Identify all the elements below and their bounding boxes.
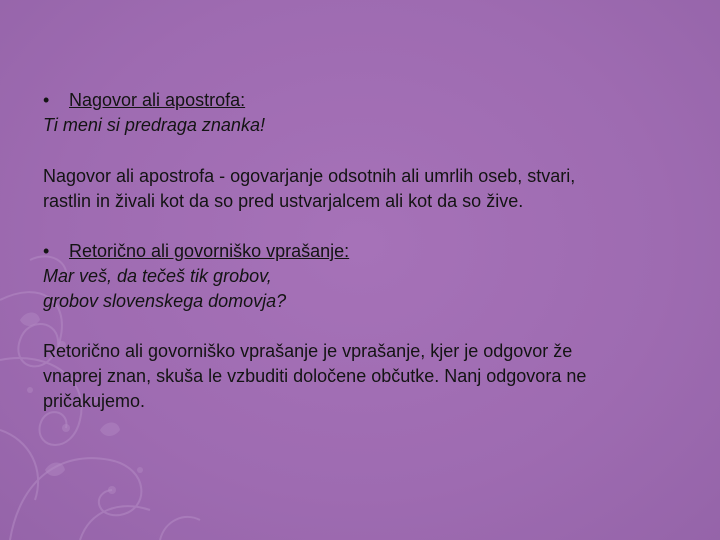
example-line: Ti meni si predraga znanka! bbox=[43, 115, 265, 135]
example-line: grobov slovenskega domovja? bbox=[43, 291, 287, 311]
definition-line: Retorično ali govorniško vprašanje je vprašanje, kjer je odgovor že bbox=[43, 341, 573, 361]
definition-line: vnaprej znan, skuša le vzbuditi določene občutke. Nanj odgovora ne bbox=[43, 366, 587, 386]
section-heading-line bbox=[43, 88, 683, 113]
section-heading: Retorično ali govorniško vprašanje: bbox=[69, 241, 350, 261]
section-heading: Nagovor ali apostrofa: bbox=[69, 90, 246, 110]
definition-line: pričakujemo. bbox=[43, 391, 146, 411]
definition-line: rastlin in živali kot da so pred ustvarjalcem ali kot da so žive. bbox=[43, 191, 524, 211]
section-heading-line bbox=[43, 239, 683, 264]
example-line: Mar veš, da tečeš tik grobov, bbox=[43, 266, 272, 286]
slide-content bbox=[43, 88, 683, 414]
bullet-icon: • bbox=[43, 90, 50, 110]
definition-line: Nagovor ali apostrofa - ogovarjanje odsotnih ali umrlih oseb, stvari, bbox=[43, 166, 576, 186]
bullet-icon: • bbox=[43, 241, 50, 261]
